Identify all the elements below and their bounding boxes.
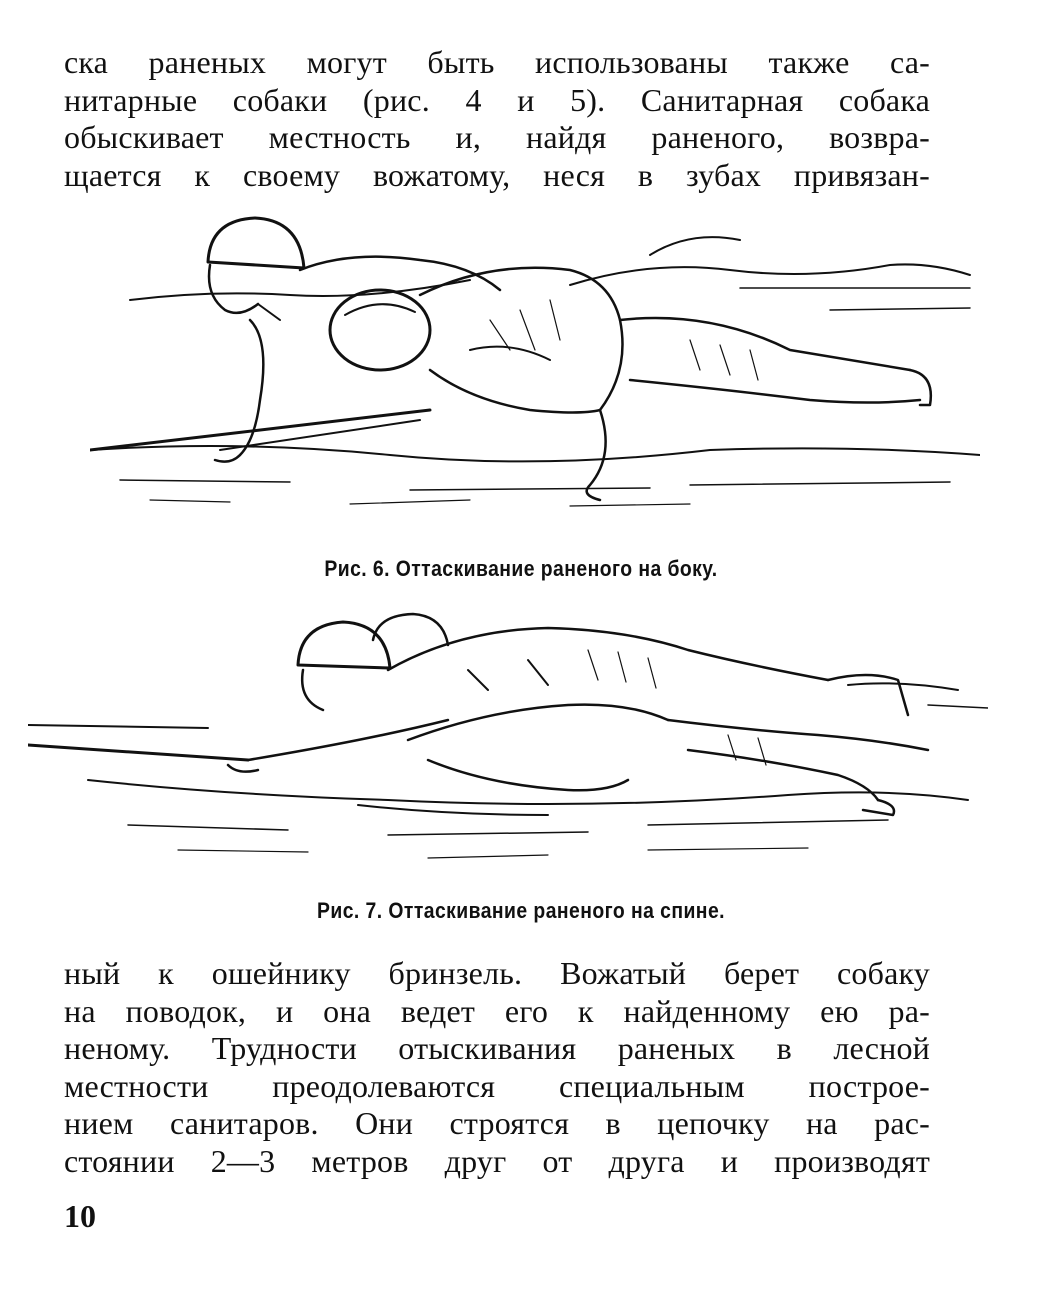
- paragraph-top: [64, 44, 930, 194]
- text-line: на поводок, и она ведет его к найденному ею ра-: [64, 992, 930, 1029]
- text-line: ный к ошейнику бринзель. Вожатый берет собаку: [64, 955, 930, 991]
- text-line: стоянии 2—3 метров друг от друга и производят: [64, 1142, 930, 1179]
- text-line: местности преодолеваются специальным построе-: [64, 1067, 930, 1104]
- text-line: щается к своему вожатому, неся в зубах привязан-: [64, 156, 930, 193]
- figure-7-caption: Рис. 7. Оттаскивание раненого на спине.: [317, 898, 725, 923]
- figure-6-drawing: [90, 200, 980, 520]
- text-line: неному. Трудности отыскивания раненых в лесной: [64, 1030, 930, 1066]
- page-number: 10: [64, 1198, 96, 1234]
- paragraph-bottom: [64, 955, 930, 1180]
- figure-6-illustration: [90, 200, 980, 520]
- figure-7-drawing: [28, 610, 988, 875]
- text-line: обыскивает местность и, найдя раненого, возвра-: [64, 119, 930, 155]
- figure-6-caption: Рис. 6. Оттаскивание раненого на боку.: [324, 556, 718, 581]
- text-line: нитарные собаки (рис. 4 и 5). Санитарная собака: [64, 81, 930, 118]
- figure-7-illustration: [28, 610, 988, 875]
- text-line: ска раненых могут быть использованы также са-: [64, 44, 930, 80]
- text-line: нием санитаров. Они строятся в цепочку на рас-: [64, 1105, 930, 1141]
